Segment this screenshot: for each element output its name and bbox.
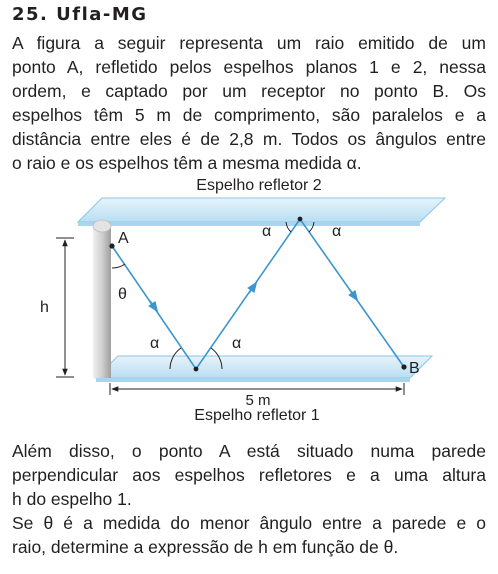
height-dimension [56,238,74,377]
outro-line-5: raio, determine a expressão de h em função de θ. [12,537,399,557]
intro-line-3: ordem, e captado por um receptor no ponto B. Os [12,81,486,101]
question-intro [12,31,486,175]
alpha-label-3: α [262,223,272,240]
mirror-2 [78,198,445,226]
mirror-2-label: Espelho refletor 2 [196,177,322,194]
point-a-label: A [118,230,129,247]
intro-line-4: espelhos têm 5 m de comprimento, são paralelos e a [12,105,486,125]
outro-line-2: perpendicular aos espelhos refletores e a uma altura [12,465,486,485]
intro-line-1: A figura a seguir representa um raio emitido de um [12,33,486,53]
outro-line-3: h do espelho 1. [12,489,132,509]
length-label: 5 m [245,392,271,409]
alpha-label-2: α [232,335,242,352]
mirror-1 [96,356,432,382]
wall [93,220,111,378]
intro-line-5: distância entre eles é de 2,8 m. Todos os ângulos entre [12,129,486,149]
reflection-point-2 [298,217,303,222]
mirror-diagram [0,172,498,432]
point-a-dot [109,243,114,248]
intro-line-6: o raio e os espelhos têm a mesma medida α. [12,153,362,173]
outro-line-4: Se θ é a medida do menor ângulo entre a parede e o [12,513,486,533]
outro-line-1: Além disso, o ponto A está situado numa parede [12,441,486,461]
height-label: h [40,299,49,316]
alpha-label-4: α [332,223,342,240]
point-b-dot [401,364,406,369]
reflection-point-1 [194,367,199,372]
point-b-label: B [409,360,420,377]
question-outro [12,439,486,559]
intro-line-2: ponto A, refletido pelos espelhos planos 1 e 2, nessa [12,57,486,77]
question-heading: 25. Ufla-MG [12,4,148,25]
theta-label: θ [118,286,127,303]
angle-arcs [112,222,314,369]
alpha-label-1: α [150,335,160,352]
mirror-1-label: Espelho refletor 1 [194,407,320,424]
